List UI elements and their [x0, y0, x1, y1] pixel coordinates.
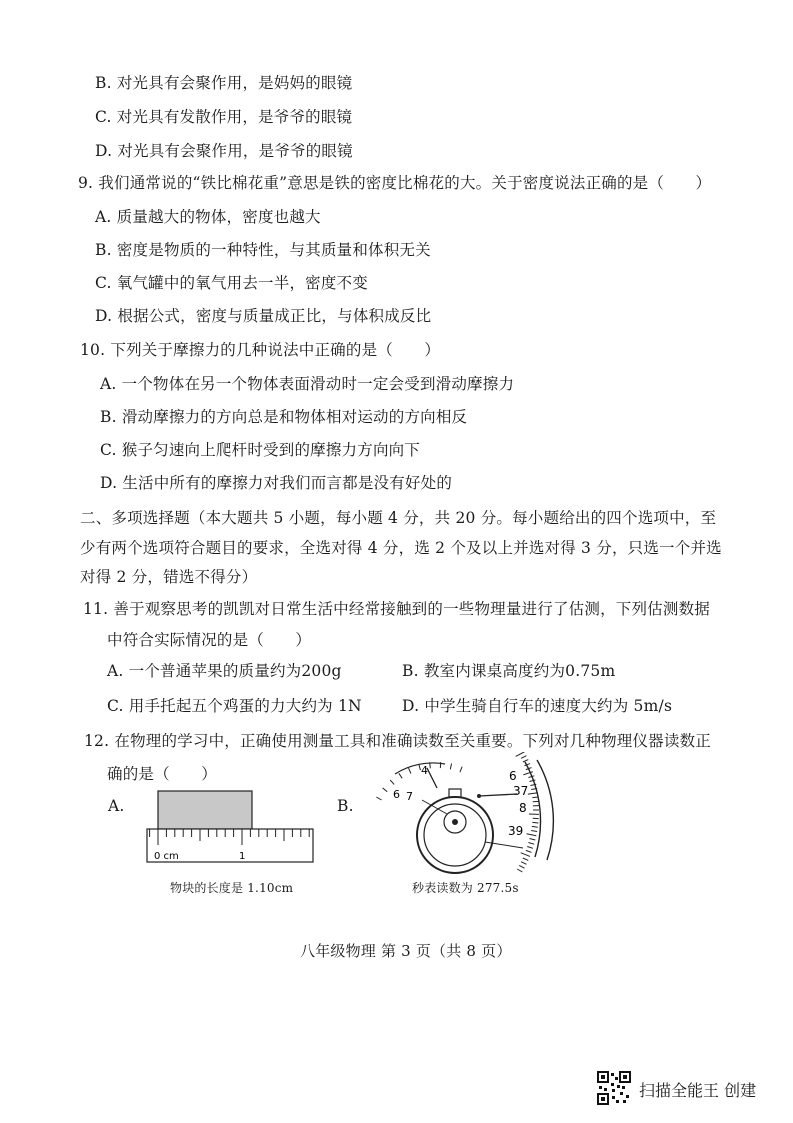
tick-mark [528, 843, 534, 845]
tick-mark [532, 822, 538, 823]
second-dial-label-6: 6 [509, 769, 517, 783]
ruler-one-label: 1 [239, 851, 246, 862]
section2-line1 [80, 506, 716, 528]
tick-mark [531, 830, 537, 831]
minute-dial-label-6: 6 [393, 788, 400, 801]
q8-option-b: B. 对光具有会聚作用，是妈妈的眼镜 [95, 74, 353, 92]
q10-stem: 10. 下列关于摩擦力的几种说法中正确的是（ ） [80, 341, 441, 359]
q11-option-a: A. 一个普通苹果的质量约为200g [107, 662, 342, 680]
tick-mark [376, 797, 381, 800]
tick-mark [409, 768, 411, 773]
q8-option-c: C. 对光具有发散作用，是爷爷的眼镜 [95, 108, 353, 126]
q11-option-c: C. 用手托起五个鸡蛋的力大约为 1N [107, 697, 362, 715]
figure-a-ruler [140, 785, 320, 870]
tick-mark [450, 764, 451, 770]
section2-text: 二、多项选择题（本大题共 5 小题，每小题 4 分，共 20 分。每小题给出的四个选项中，至 [80, 509, 717, 527]
tick-mark [532, 797, 538, 798]
tick-mark [519, 865, 524, 868]
section2-line3: 对得 2 分，错选不得分） [80, 568, 258, 586]
minute-dial-label-4: 4 [421, 764, 428, 777]
tick-mark [528, 793, 538, 794]
tick-mark [532, 826, 538, 827]
stopwatch-subdial-center [452, 819, 458, 825]
q12-label-a: A. [108, 797, 125, 815]
ruler-zero-label: 0 cm [154, 851, 179, 862]
tick-mark [521, 853, 530, 857]
tick-mark [523, 760, 528, 762]
q11-stem-2: 中符合实际情况的是（ ） [107, 631, 312, 649]
tick-mark [390, 780, 394, 784]
tick-mark [383, 788, 388, 792]
q11-option-b: B. 教室内课桌高度约为0.75m [402, 662, 616, 680]
q10-option-b: B. 滑动摩擦力的方向总是和物体相对运动的方向相反 [100, 408, 468, 426]
tick-mark [529, 839, 535, 840]
tick-mark [527, 846, 533, 848]
minute-pointer [427, 768, 437, 788]
minute-dial-label-7: 7 [406, 790, 413, 803]
tick-mark [460, 767, 462, 773]
tick-mark [523, 858, 528, 860]
page-footer: 八年级物理 第 3 页（共 8 页） [300, 942, 512, 960]
qr-code-icon [597, 1071, 631, 1105]
q9-option-c: C. 氧气罐中的氧气用去一半，密度不变 [95, 274, 368, 292]
q9-stem: 9. 我们通常说的“铁比棉花重”意思是铁的密度比棉花的大。关于密度说法正确的是（ ） [78, 174, 712, 192]
q12-label-b: B. [337, 797, 354, 815]
q11-option-d: D. 中学生骑自行车的速度大约为 5m/s [402, 697, 673, 715]
q9-option-d: D. 根据公式，密度与质量成正比，与体积成反比 [95, 307, 432, 325]
q12-stem-2: 确的是（ ） [107, 765, 217, 783]
tick-mark [526, 850, 532, 852]
caption-b: 秒表读数为 277.5s [412, 881, 519, 895]
section2-line2: 少有两个选项符合题目的要求，全选对得 4 分，选 2 个及以上并选对得 3 分，只选一个并选 [80, 539, 722, 557]
second-dial-label-8: 8 [519, 801, 527, 815]
q11-stem-1: 11. 善于观察思考的凯凯对日常生活中经常接触到的一些物理量进行了估测，下列估测数据 [83, 600, 710, 618]
q9-option-a: A. 质量越大的物体，密度也越大 [95, 208, 321, 226]
figure-b-stopwatch [375, 752, 560, 877]
second-dial-label-37: 37 [513, 784, 529, 798]
q12-stem-1: 12. 在物理的学习中，正确使用测量工具和准确读数至关重要。下列对几种物理仪器读数正 [84, 732, 711, 750]
tick-mark [527, 834, 537, 836]
tick-mark [516, 752, 525, 756]
second-pointer [479, 794, 517, 796]
stopwatch-crown [449, 789, 461, 797]
q8-option-d: D. 对光具有会聚作用，是爷爷的眼镜 [95, 142, 353, 160]
block [158, 791, 252, 829]
tick-mark [430, 762, 431, 768]
tick-mark [521, 862, 526, 865]
second-pointer-pivot [477, 794, 481, 798]
q10-option-a: A. 一个物体在另一个物体表面滑动时一定会受到滑动摩擦力 [100, 375, 515, 393]
q9-option-b: B. 密度是物质的一种特性，与其质量和体积无关 [95, 241, 431, 259]
caption-a: 物块的长度是 1.10cm [170, 881, 294, 895]
tick-mark [399, 773, 402, 778]
q10-option-d: D. 生活中所有的摩擦力对我们而言都是没有好处的 [100, 474, 453, 492]
scanner-brand-text: 扫描全能王 创建 [639, 1081, 757, 1100]
tick-mark [517, 869, 522, 872]
q10-option-c: C. 猴子匀速向上爬杆时受到的摩擦力方向向下 [100, 441, 421, 459]
second-dial-label-39: 39 [508, 824, 524, 838]
tick-mark [521, 756, 526, 759]
